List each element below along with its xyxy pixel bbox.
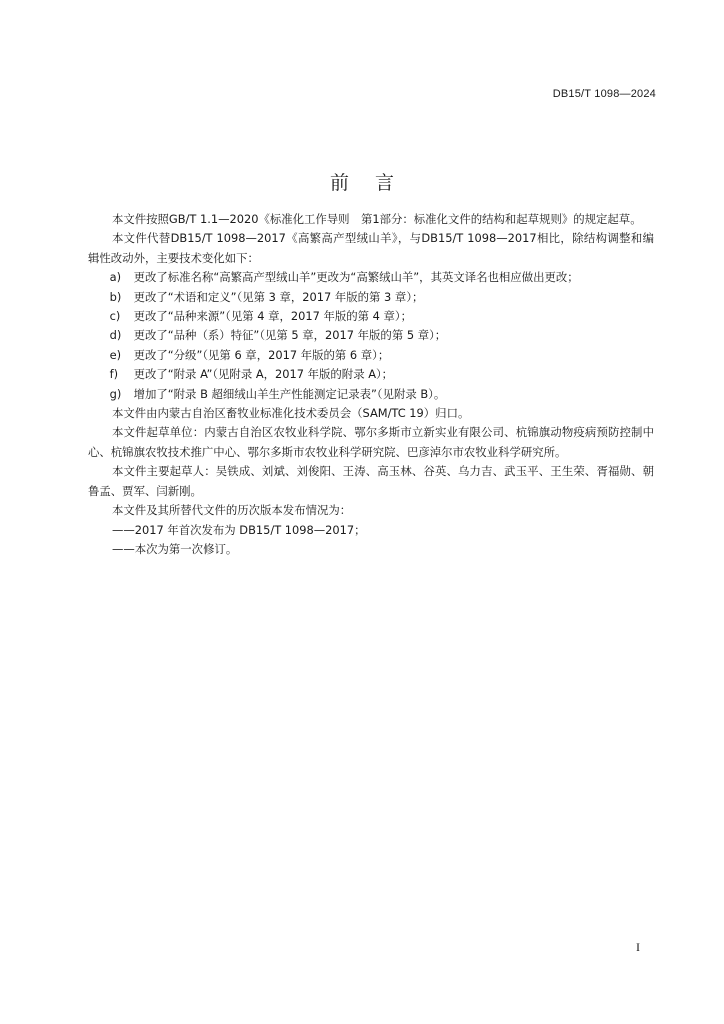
list-item-marker: c) bbox=[109, 309, 121, 324]
list-item-marker: b) bbox=[109, 289, 122, 304]
list-item-text: 更改了“附录 A”（见附录 A，2017 年版的附录 A）； bbox=[133, 367, 394, 382]
history-item: ——本次为第一次修订。 bbox=[111, 541, 238, 556]
paragraph-history-intro: 本文件及其所替代文件的历次版本发布情况为： bbox=[111, 503, 352, 518]
list-item bbox=[88, 346, 654, 365]
list-item-marker: f) bbox=[109, 367, 119, 382]
list-item bbox=[88, 365, 654, 384]
paragraph-drafting-rules: 本文件按照GB/T 1.1—2020《标准化工作导则 第1部分：标准化文件的结构和起草规则》的规定起草。 bbox=[111, 212, 642, 226]
page-number: I bbox=[636, 940, 640, 954]
list-item-marker: a) bbox=[109, 270, 122, 285]
paragraph-committee: 本文件由内蒙古自治区畜牧业标准化技术委员会（SAM/TC 19）归口。 bbox=[111, 406, 470, 421]
paragraph-drafters: 本文件主要起草人：吴铁成、刘斌、刘俊阳、王涛、高玉林、谷英、乌力吉、武玉平、王生荣、胥福勋、朝鲁孟、贾军、闫新刚。 bbox=[88, 464, 654, 498]
paragraph-drafting-units: 本文件起草单位：内蒙古自治区农牧业科学院、鄂尔多斯市立新实业有限公司、杭锦旗动物疫病预防控制中心、杭锦旗农牧技术推广中心、鄂尔多斯市农牧业科学研究院、巴彦淖尔市农牧业科学研究所。 bbox=[88, 425, 654, 459]
list-item-text: 更改了“术语和定义”（见第 3 章，2017 年版的第 3 章）； bbox=[133, 289, 424, 304]
list-item bbox=[88, 307, 654, 326]
list-item-marker: d) bbox=[109, 328, 122, 343]
list-item-marker: g) bbox=[109, 386, 122, 401]
list-item-marker: e) bbox=[109, 347, 122, 362]
list-item-text: 更改了“品种来源”（见第 4 章，2017 年版的第 4 章）； bbox=[133, 309, 413, 324]
list-item-text: 更改了“分级”（见第 6 章，2017 年版的第 6 章）； bbox=[133, 347, 390, 362]
list-item-text: 增加了“附录 B 超细绒山羊生产性能测定记录表”（见附录 B）。 bbox=[133, 386, 446, 401]
list-item-text: 更改了“品种（系）特征”（见第 5 章，2017 年版的第 5 章）； bbox=[133, 328, 447, 343]
foreword-content bbox=[88, 210, 654, 559]
list-item bbox=[88, 288, 654, 307]
history-item: ——2017 年首次发布为 DB15/T 1098—2017； bbox=[111, 522, 366, 537]
list-item-text: 更改了标准名称“高繁高产型绒山羊”更改为“高繁绒山羊”，其英文译名也相应做出更改； bbox=[133, 270, 579, 285]
list-item bbox=[88, 326, 654, 345]
document-code: DB15/T 1098—2024 bbox=[552, 88, 656, 100]
list-item bbox=[88, 385, 654, 404]
page-title: 前言 bbox=[329, 171, 420, 194]
paragraph-replacement: 本文件代替DB15/T 1098—2017《高繁高产型绒山羊》，与DB15/T 1098—2017相比，除结构调整和编辑性改动外，主要技术变化如下： bbox=[88, 231, 654, 265]
changes-list bbox=[88, 268, 654, 404]
list-item bbox=[88, 268, 654, 287]
